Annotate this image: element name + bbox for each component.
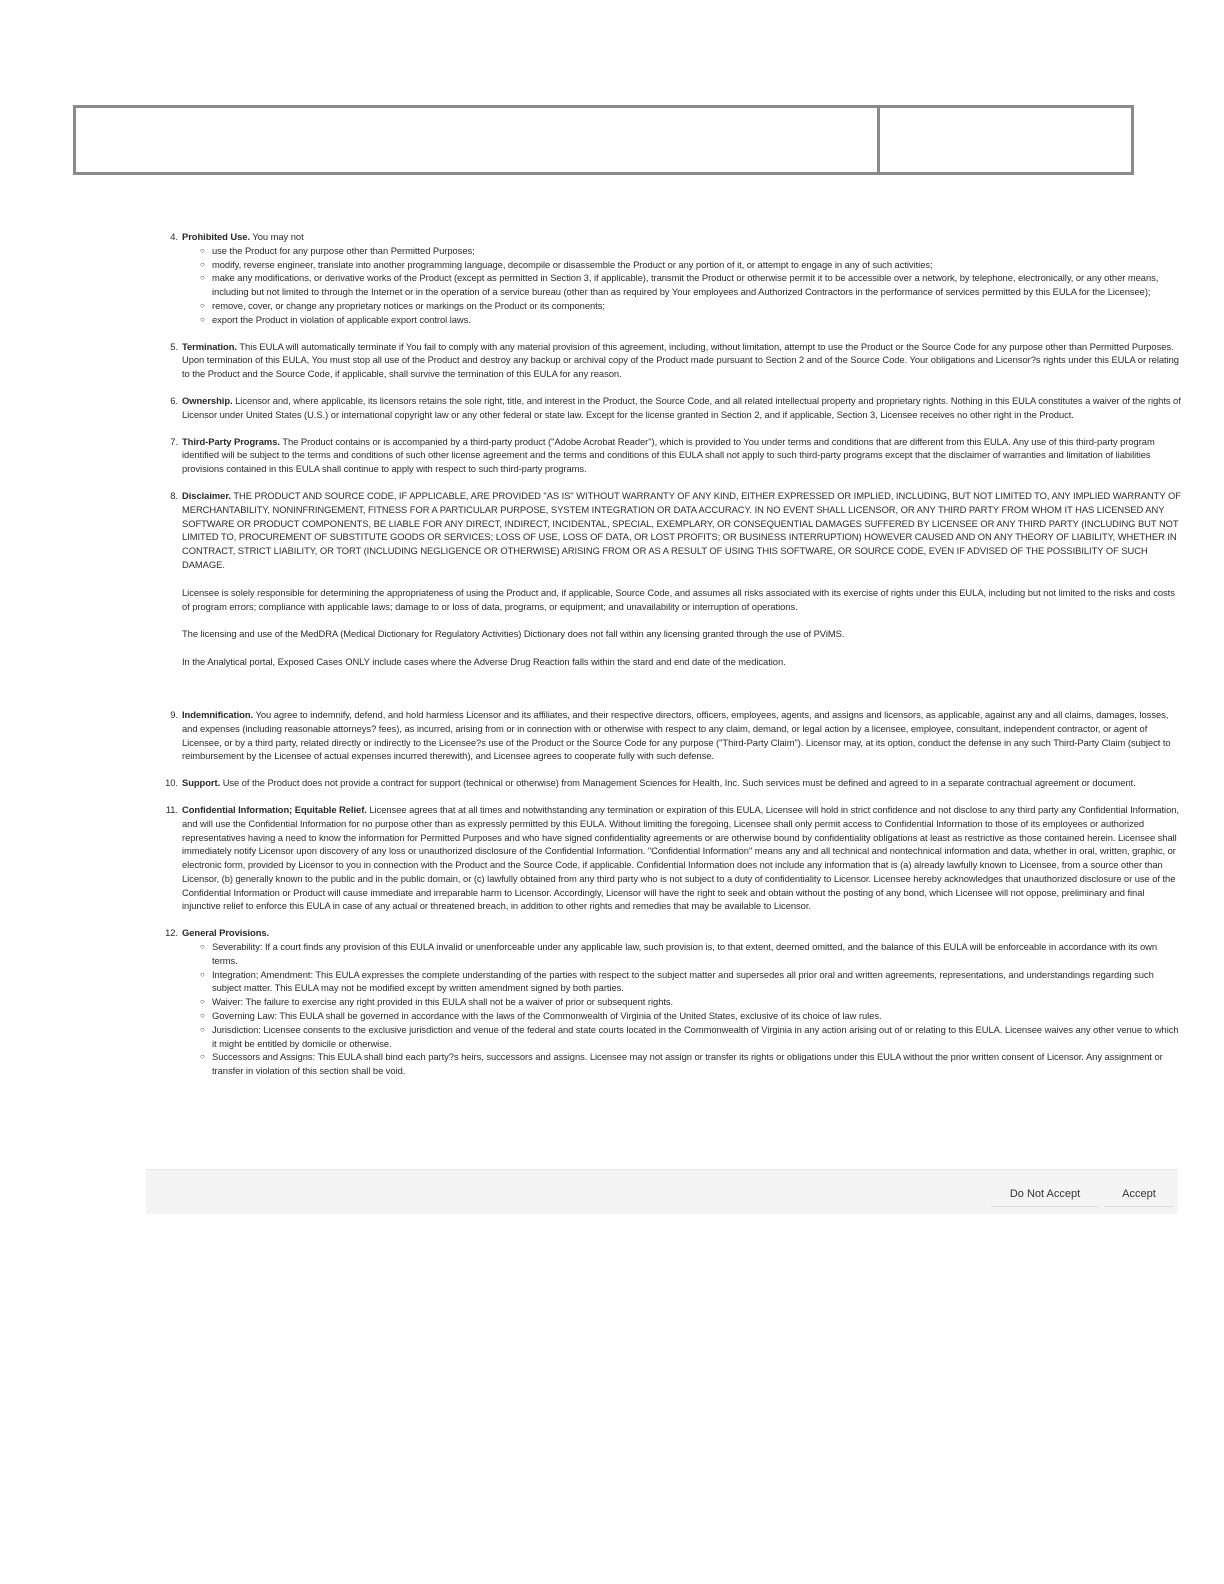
- section-prohibited-use: [158, 230, 1182, 327]
- section-indemnification: [158, 708, 1182, 763]
- section-text: You agree to indemnify, defend, and hold harmless Licensor and its affiliates, and their respective directors, officers, employees, agents, and assigns and licensors, as applicable, against any and all claims, damages, losses, and expenses (including reasonable attorneys? fees), as incurred, arising from or in connection with or otherwise with respect to any claim, demand, or legal action by a licensee, employee, consultant, independent contractor, or agent of Licensee, or by a third party, related directly or indirectly to the Licensee?s use of the Product or the Source Code for any purpose ("Third-Party Claim"). Licensor may, at its option, conduct the defense in any such Third-Party Claim (subject to reimbursement by the Licensee of actual expenses incurred therewith), and Licensee agrees to cooperate fully with such defense.: [182, 708, 1171, 762]
- section-number: 7.: [170, 435, 178, 447]
- list-item: ○ Successors and Assigns: This EULA shall bind each party?s heirs, successors and assigns. Licensee may not assign or transfer its rights or obligations under this EULA without the prior written consent of Licensor. Any assignment or transfer in violation of this section shall be void.: [200, 1051, 1163, 1077]
- do-not-accept-button[interactable]: Do Not Accept: [991, 1182, 1099, 1207]
- list-item: ○ export the Product in violation of applicable export control laws.: [200, 313, 471, 325]
- bullet-icon: ○: [200, 273, 205, 283]
- section-text: The Product contains or is accompanied by a third-party product ("Adobe Acrobat Reader"), which is provided to You under terms and conditions that are different from this EULA. Any use of this third-party program identified will be subject to the terms and conditions of such other license agreement and the terms and conditions of this EULA shall not apply to such third-party programs except that the disclaimer of warranties and limitation of liabilities provisions contained in this EULA shall continue to apply with respect to such third-party programs.: [182, 435, 1155, 475]
- bullet-icon: ○: [200, 314, 205, 324]
- bullet-icon: ○: [200, 245, 205, 255]
- disclaimer-paragraph: In the Analytical portal, Exposed Cases ONLY include cases where the Adverse Drug Reaction falls within the stard and end date of the medication.: [182, 656, 786, 668]
- bullet-icon: ○: [200, 997, 205, 1007]
- bullet-icon: ○: [200, 1024, 205, 1034]
- bullet-icon: ○: [200, 300, 205, 310]
- section-ownership: [158, 394, 1182, 422]
- section-general-provisions: [158, 926, 1182, 1078]
- list-item: ○ make any modifications, or derivative works of the Product (except as permitted in Section 3, if applicable), transmit the Product or otherwise permit it to be accessible over a network, by telephone, electronically, or any other means, including but not limited to through the Internet or in the operation of a service bureau (other than as required by Your employees and Authorized Contractors in the performance of services permitted by this EULA for the Licensee);: [200, 272, 1159, 298]
- section-third-party-programs: [158, 435, 1182, 476]
- section-number: 6.: [170, 394, 178, 406]
- list-item: ○ Severability: If a court finds any provision of this EULA invalid or unenforceable under any applicable law, such provision is, to that extent, deemed omitted, and the balance of this EULA will be enforceable in accordance with its own terms.: [200, 941, 1158, 966]
- bullet-icon: ○: [200, 1052, 205, 1062]
- bullet-icon: ○: [200, 942, 205, 952]
- section-termination: [158, 340, 1182, 381]
- section-heading: Third-Party Programs.: [182, 435, 280, 447]
- eula-content: [158, 230, 1182, 1091]
- section-number: 5.: [170, 340, 178, 352]
- section-heading: Ownership.: [182, 394, 233, 406]
- general-provisions-list: [182, 940, 1182, 1078]
- list-item: ○ remove, cover, or change any proprietary notices or markings on the Product or its components;: [200, 299, 605, 311]
- list-item: ○ Governing Law: This EULA shall be governed in accordance with the laws of the Commonwealth of Virginia of the United States, exclusive of its choice of law rules.: [200, 1010, 882, 1022]
- section-text: You may not: [250, 231, 304, 242]
- list-item: ○ modify, reverse engineer, translate into another programming language, decompile or disassemble the Product or any portion of it, or attempt to engage in any of such activities;: [200, 258, 933, 270]
- prohibited-use-list: [182, 244, 1182, 327]
- section-number: 10.: [165, 777, 178, 789]
- list-item: ○ Jurisdiction: Licensee consents to the exclusive jurisdiction and venue of the federal and state courts located in the Commonwealth of Virginia in any action arising out of or relating to this EULA. Licensee waives any other venue to which it might be entitled by domicile or otherwise.: [200, 1023, 1179, 1049]
- section-heading: General Provisions.: [182, 927, 270, 939]
- section-heading: Termination.: [182, 340, 237, 352]
- section-heading: Confidential Information; Equitable Relief.: [182, 803, 367, 815]
- header-frame: [73, 105, 1134, 175]
- section-heading: Disclaimer.: [182, 489, 231, 501]
- accept-button[interactable]: Accept: [1104, 1182, 1174, 1207]
- section-heading: Indemnification.: [182, 708, 254, 720]
- section-disclaimer: [158, 489, 1182, 669]
- bullet-icon: ○: [200, 1011, 205, 1021]
- section-number: 12.: [165, 927, 178, 939]
- bullet-icon: ○: [200, 259, 205, 269]
- dialog-footer: [146, 1169, 1178, 1214]
- section-confidential-information: [158, 803, 1182, 913]
- disclaimer-paragraph: The licensing and use of the MedDRA (Medical Dictionary for Regulatory Activities) Dictionary does not fall within any licensing granted through the use of PViMS.: [182, 628, 845, 640]
- section-text: Licensee agrees that at all times and notwithstanding any termination or expiration of this EULA, Licensee will hold in strict confidence and not disclose to any third party any Confidential Information, and will use the Confidential Information for no purpose other than as expressly permitted by this EULA. Without limiting the foregoing, Licensee shall only permit access to Confidential Information to those of its employees or authorized representatives having a need to know the information for Permitted Purposes and who have signed confidentiality agreements or are otherwise bound by confidentiality obligations at least as restrictive as those contained herein. Licensee shall immediately notify Licensor upon discovery of any loss or unauthorized disclosure of the Confidential Information. "Confidential Information" means any and all technical and nontechnical information and data, whether in oral, written, graphic, or electronic form, provided by Licensor to you in connection with the Product and the Source Code, if applicable. Confidential Information does not include any information that is (a) already lawfully known to Licensee, from a source other than Licensor, (b) generally known to the public and in the public domain, or (c) lawfully obtained from any third party who is not subject to a duty of confidentiality to Licensor. Licensee hereby acknowledges that unauthorized disclosure or use of the Confidential Information or Product will cause immediate and irreparable harm to Licensor. Accordingly, Licensor will have the right to seek and obtain without the posting of any bond, which Licensee will not oppose, preliminary and final injunctive relief to enforce this EULA in case of any actual or threatened breach, in addition to other rights and remedies that may be available to Licensor.: [182, 803, 1179, 912]
- disclaimer-paragraph: Licensee is solely responsible for determining the appropriateness of using the Product and, if applicable, Source Code, and assumes all risks associated with its exercise of rights under this EULA, including but not limited to the risks and costs of program errors; compliance with applicable laws; damage to or loss of data, programs, or equipment; and unavailability or interruption of operations.: [182, 586, 1175, 612]
- section-text: Licensor and, where applicable, its licensors retains the sole right, title, and interest in the Product, the Source Code, and all related intellectual property and proprietary rights. Nothing in this EULA constitutes a waiver of the rights of Licensor under United States (U.S.) or international copyright law or any other federal or state law. Except for the license granted in Section 2, and if applicable, Section 3, Licensee receives no other right in the Product.: [182, 394, 1181, 420]
- section-number: 8.: [170, 489, 178, 501]
- list-item: ○ use the Product for any purpose other than Permitted Purposes;: [200, 244, 475, 256]
- list-item: ○ Integration; Amendment: This EULA expresses the complete understanding of the parties with respect to the subject matter and supersedes all prior oral and written agreements, representations, and understandings regarding such subject matter. This EULA may not be modified except by written amendment signed by both parties.: [200, 968, 1154, 994]
- section-heading: Support.: [182, 777, 221, 789]
- section-number: 9.: [170, 708, 178, 720]
- list-item: ○ Waiver: The failure to exercise any right provided in this EULA shall not be a waiver of prior or subsequent rights.: [200, 996, 674, 1008]
- section-text: This EULA will automatically terminate if You fail to comply with any material provision of this agreement, including, without limitation, attempt to use the Product or the Source Code for any purpose other than Permitted Purposes. Upon termination of this EULA, You must stop all use of the Product and destroy any backup or archival copy of the Product made pursuant to Section 2 and of the Source Code. Your obligations and Licensor?s rights under this EULA or relating to the Product and the Source Code, if applicable, shall survive the termination of this EULA for any reason.: [182, 340, 1179, 380]
- section-text: THE PRODUCT AND SOURCE CODE, IF APPLICABLE, ARE PROVIDED "AS IS" WITHOUT WARRANTY OF ANY KIND, EITHER EXPRESSED OR IMPLIED, INCLUDING, BUT NOT LIMITED TO, ANY IMPLIED WARRANTY OF MERCHANTABILITY, NONINFRINGEMENT, FITNESS FOR A PARTICULAR PURPOSE, SYSTEM INTEGRATION OR DATA ACCURACY. IN NO EVENT SHALL LICENSOR, OR ANY THIRD PARTY FROM WHOM IT HAS LICENSED ANY SOFTWARE OR PRODUCT COMPONENTS, BE LIABLE FOR ANY DIRECT, INDIRECT, INCIDENTAL, SPECIAL, EXEMPLARY, OR CONSEQUENTIAL DAMAGES SUFFERED BY LICENSEE OR ANY THIRD PARTY (INCLUDING BUT NOT LIMITED TO, PROCUREMENT OF SUBSTITUTE GOODS OR SERVICES; LOSS OF USE, LOSS OF DATA, OR LOST PROFITS; OR BUSINESS INTERRUPTION) HOWEVER CAUSED AND ON ANY THEORY OF LIABILITY, WHETHER IN CONTRACT, STRICT LIABILITY, OR TORT (INCLUDING NEGLIGENCE OR OTHERWISE) ARISING FROM OR AS A RESULT OF USING THIS SOFTWARE, OR SOURCE CODE, EVEN IF ADVISED OF THE POSSIBILITY OF SUCH DAMAGE.: [182, 489, 1181, 570]
- header-left-cell: [76, 108, 880, 172]
- section-number: 4.: [170, 231, 178, 242]
- header-right-cell: [880, 108, 1131, 172]
- section-support: [158, 776, 1182, 790]
- section-number: 11.: [165, 803, 178, 815]
- bullet-icon: ○: [200, 969, 205, 979]
- section-heading: Prohibited Use.: [182, 231, 251, 242]
- section-text: Use of the Product does not provide a contract for support (technical or otherwise) from Management Sciences for Health, Inc. Such services must be defined and agreed to in a separate contractual agreement or document.: [220, 777, 1136, 789]
